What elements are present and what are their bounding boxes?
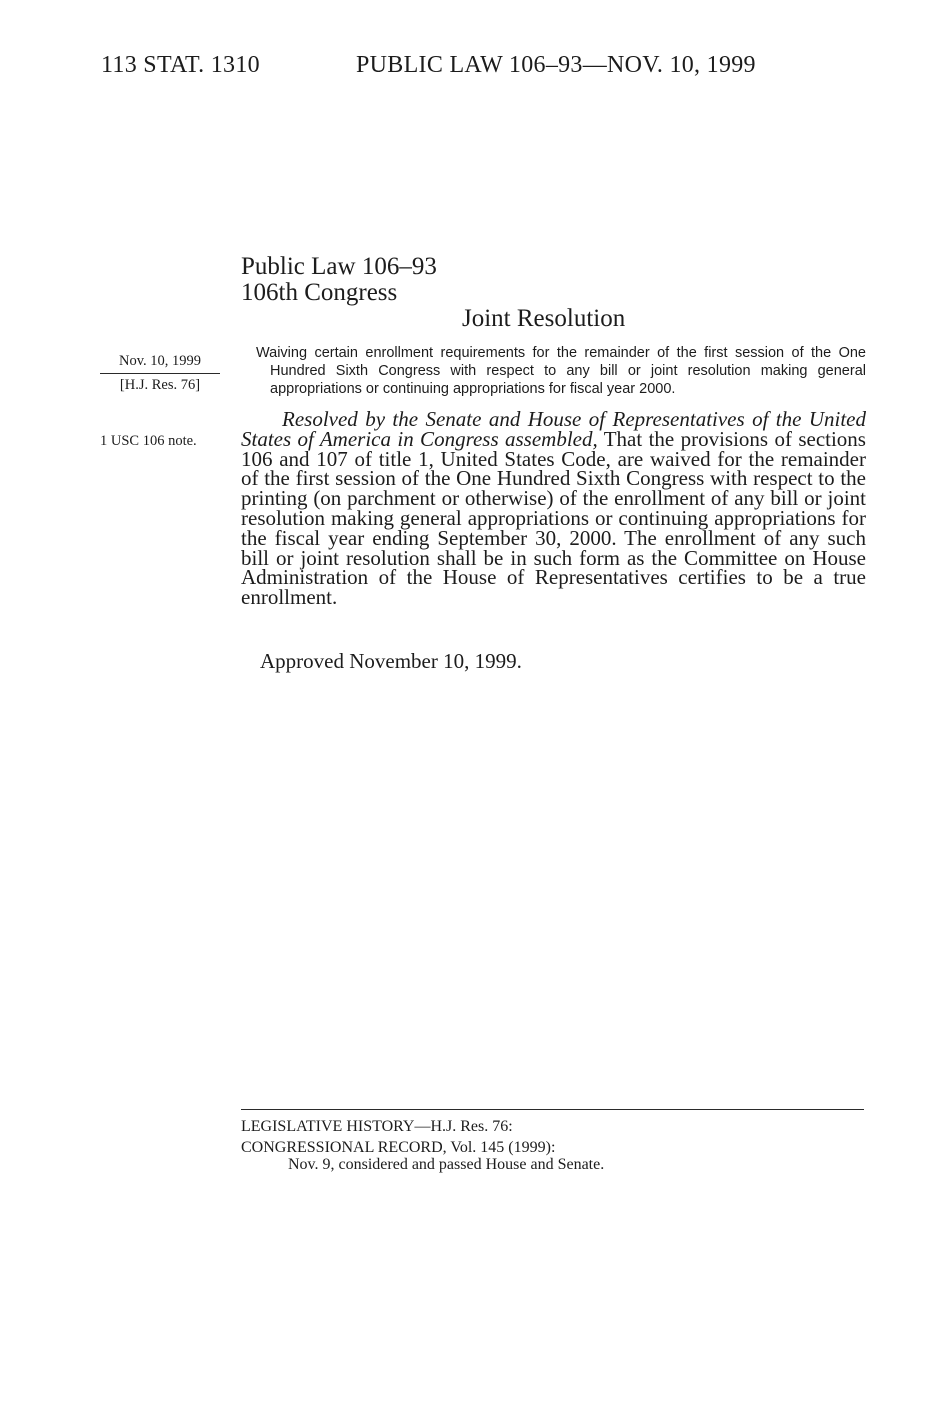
margin-note-date: Nov. 10, 1999 (118, 353, 202, 369)
margin-note-divider (100, 373, 220, 374)
resolution-summary: Waiving certain enrollment requirements for the remainder of the first session of the One Hundred Sixth Congress with respect to any bill or joint resolution making general appropriations or continuing appropriations for fiscal year 2000. (256, 345, 866, 397)
margin-note-bill: [H.J. Res. 76] (119, 377, 201, 393)
public-law-number: Public Law 106–93 (241, 253, 437, 280)
running-header: PUBLIC LAW 106–93—NOV. 10, 1999 (356, 52, 756, 78)
resolution-body (241, 407, 866, 610)
congress-number: 106th Congress (241, 279, 398, 306)
resolution-text: That the provisions of sections 106 and 107 of title 1, United States Code, are waived for the remainder of the first session of the One Hundred Sixth Congress with respect to the printing (on parchment or otherwise) of the enrollment of any bill or joint resolution making general appropriations or continuing appropriations for the fiscal year ending September 30, 2000. The enrollment of any such bill or joint resolution shall be in such form as the Committee on House Administration of the House of Representatives certifies to be a true enrollment. (241, 426, 866, 610)
legislative-history-divider (241, 1109, 864, 1110)
legislative-action: Nov. 9, considered and passed House and Senate. (288, 1156, 605, 1173)
enacting-clause: Resolved by the Senate and House of Representatives of the United States of America in Congress assembled, (241, 407, 866, 451)
legislative-history-title: LEGISLATIVE HISTORY—H.J. Res. 76: (241, 1118, 513, 1135)
margin-note-usc: 1 USC 106 note. (100, 433, 197, 449)
page-stat-reference: 113 STAT. 1310 (101, 52, 260, 78)
congressional-record-ref: CONGRESSIONAL RECORD, Vol. 145 (1999): (241, 1139, 556, 1156)
approval-date: Approved November 10, 1999. (260, 649, 522, 673)
resolution-type-heading: Joint Resolution (462, 305, 626, 332)
